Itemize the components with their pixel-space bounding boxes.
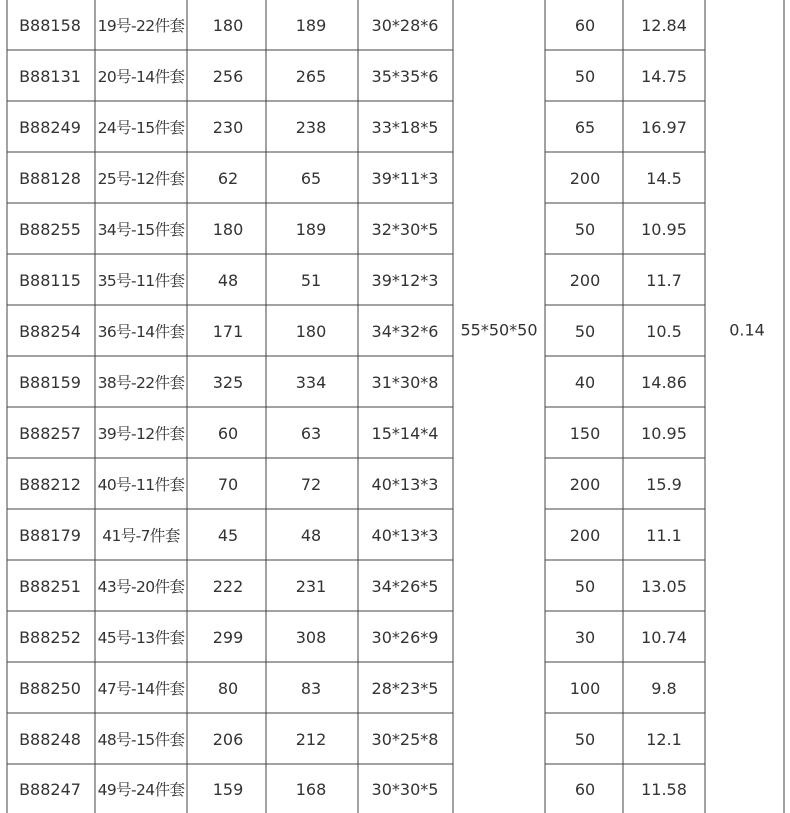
cell-c4: 308 [295,627,327,647]
cell-size: 35*35*6 [371,66,439,86]
cell-c3: 256 [212,66,244,86]
cell-c3: 48 [217,270,239,290]
cell-c4: 189 [295,16,327,35]
cell-c4: 48 [300,525,322,545]
cell-weight: 12.1 [646,729,682,749]
cell-name: 34号-15件套 [97,220,185,239]
cell-weight: 14.86 [641,372,687,392]
cell-c3: 62 [217,168,239,188]
cell-weight: 15.9 [646,474,682,494]
cell-qty: 50 [574,219,596,239]
cell-c4: 334 [295,372,327,392]
volume-cell: 0.14 [729,320,765,340]
cell-c3: 325 [212,372,244,392]
cell-code: B88212 [19,474,81,494]
cell-c4: 238 [295,117,327,137]
cell-c4: 51 [300,270,322,290]
cell-size: 28*23*5 [371,678,439,698]
cell-code: B88247 [19,779,81,799]
cell-name: 24号-15件套 [97,118,185,137]
cell-qty: 50 [574,729,596,749]
carton-size-cell: 55*50*50 [460,320,538,340]
cell-name: 47号-14件套 [97,679,185,698]
cell-qty: 200 [569,474,601,494]
cell-name: 49号-24件套 [97,780,185,799]
cell-qty: 60 [574,16,596,35]
cell-weight: 11.7 [646,270,682,290]
cell-qty: 50 [574,66,596,86]
cell-c4: 65 [300,168,322,188]
cell-weight: 10.95 [641,219,687,239]
cell-name: 48号-15件套 [97,730,185,749]
cell-code: B88158 [19,16,81,35]
cell-size: 30*28*6 [371,16,439,35]
cell-c3: 206 [212,729,244,749]
cell-weight: 14.5 [646,168,682,188]
cell-name: 39号-12件套 [97,424,185,443]
cell-c3: 171 [212,321,244,341]
cell-c3: 230 [212,117,244,137]
cell-qty: 100 [569,678,601,698]
cell-c4: 231 [295,576,327,596]
cell-weight: 13.05 [641,576,687,596]
cell-c3: 60 [217,423,239,443]
cell-size: 40*13*3 [371,474,439,494]
cell-size: 30*25*8 [371,729,439,749]
cell-weight: 16.97 [641,117,687,137]
cell-c3: 80 [217,678,239,698]
cell-c3: 299 [212,627,244,647]
cell-c4: 180 [295,321,327,341]
cell-size: 39*11*3 [371,168,439,188]
cell-code: B88131 [19,66,81,86]
cell-c4: 212 [295,729,327,749]
cell-name: 40号-11件套 [97,475,185,494]
cell-qty: 50 [574,321,596,341]
cell-code: B88250 [19,678,81,698]
cell-name: 19号-22件套 [97,17,185,35]
cell-size: 33*18*5 [371,117,439,137]
cell-code: B88249 [19,117,81,137]
cell-qty: 60 [574,779,596,799]
cell-name: 41号-7件套 [102,526,180,545]
cell-c3: 180 [212,16,244,35]
cell-c4: 63 [300,423,322,443]
cell-code: B88255 [19,219,81,239]
cell-weight: 11.58 [641,779,687,799]
cell-code: B88251 [19,576,81,596]
cell-qty: 200 [569,525,601,545]
cell-size: 34*32*6 [371,321,439,341]
cell-name: 20号-14件套 [97,67,185,86]
cell-code: B88128 [19,168,81,188]
cell-qty: 150 [569,423,601,443]
cell-code: B88257 [19,423,81,443]
cell-size: 40*13*3 [371,525,439,545]
cell-weight: 10.74 [641,627,687,647]
cell-qty: 40 [574,372,596,392]
cell-weight: 11.1 [646,525,682,545]
cell-name: 25号-12件套 [97,169,185,188]
cell-qty: 200 [569,270,601,290]
cell-code: B88248 [19,729,81,749]
cell-size: 31*30*8 [371,372,439,392]
cell-size: 30*30*5 [371,779,439,799]
cell-qty: 65 [574,117,596,137]
cell-weight: 10.95 [641,423,687,443]
cell-c3: 159 [212,779,244,799]
cell-size: 39*12*3 [371,270,439,290]
cell-c3: 222 [212,576,244,596]
cell-code: B88115 [19,270,81,290]
cell-size: 32*30*5 [371,219,439,239]
cell-qty: 30 [574,627,596,647]
cell-name: 36号-14件套 [97,322,185,341]
cell-c3: 180 [212,219,244,239]
cell-weight: 9.8 [651,678,677,698]
cell-qty: 50 [574,576,596,596]
cell-weight: 14.75 [641,66,687,86]
cell-code: B88159 [19,372,81,392]
cell-size: 34*26*5 [371,576,439,596]
cell-weight: 12.84 [641,16,687,35]
cell-name: 38号-22件套 [97,373,185,392]
cell-c4: 265 [295,66,327,86]
cell-c4: 72 [300,474,322,494]
cell-name: 35号-11件套 [97,271,185,290]
cell-size: 15*14*4 [371,423,439,443]
cell-c4: 189 [295,219,327,239]
cell-c4: 83 [300,678,322,698]
cell-size: 30*26*9 [371,627,439,647]
cell-code: B88252 [19,627,81,647]
cell-code: B88179 [19,525,81,545]
cell-c4: 168 [295,779,327,799]
cell-code: B88254 [19,321,81,341]
cell-c3: 70 [217,474,239,494]
cell-name: 45号-13件套 [97,628,185,647]
cell-name: 43号-20件套 [97,577,185,596]
cell-weight: 10.5 [646,321,682,341]
cell-qty: 200 [569,168,601,188]
cell-c3: 45 [217,525,239,545]
